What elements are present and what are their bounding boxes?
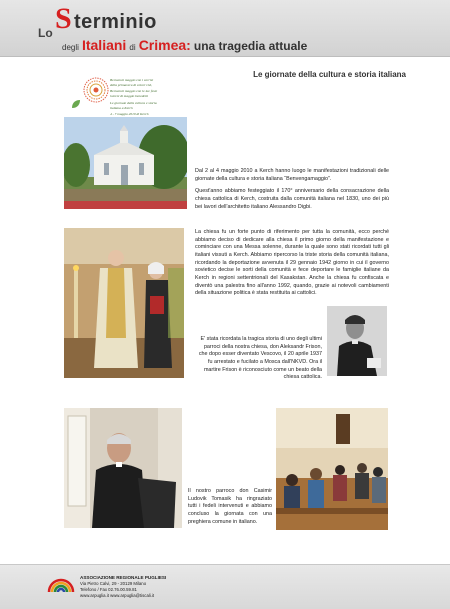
sun-logo-icon xyxy=(82,76,110,104)
footer-address: Via Pietro Calvi, 29 - 20129 Milano xyxy=(80,581,147,587)
paragraph-frison: E' stata ricordata la tragica storia di uno degli ultimi parroci della nostra chiesa, don Aleksandr Frison, che dopo esser diventato Vescovo, il 20 aprile 1937 fu arrestato e fucilato a Mosca dall'NKVD. Ora il martire Frison è riconosciuto come un beato della chiesa cattolica. xyxy=(198,336,322,381)
subtitle: degli Italiani di Crimea: una tragedia attuale xyxy=(62,37,308,53)
text-block-intro xyxy=(195,168,389,216)
photo-church xyxy=(64,117,187,209)
footer-phone: Telefono / Fax 02.76.00.59.81 xyxy=(80,587,137,593)
text-block-frison xyxy=(196,336,322,387)
paragraph-anniversary: Quest'anno abbiamo festeggiato il 170° anniversario della consacrazione della chiesa cattolica di Kerch, costruita dalla comunità italiana nel 1830, uno dei più bei lavori dell'architetto italiano Alessandro Digbi. xyxy=(195,188,389,210)
title-initial: S xyxy=(55,2,72,35)
logo-caption: Benvenuti maggio con i sorrisi della primavera di colori vivi, Benvenuti maggio con le tue feste Giorni di maggio benedetti Le giornate della cultura e storia italiana a Kerch 4 - 7 maggio 2010 di Kerch xyxy=(110,78,158,116)
rainbow-logo-icon xyxy=(47,576,75,594)
paragraph-festival: Dal 2 al 4 maggio 2010 a Kerch hanno luogo le manifestazioni tradizionali delle giornate della cultura e storia italiana “Benvengamaggio”. xyxy=(195,168,389,182)
title-word: terminio xyxy=(74,11,157,33)
section-title: Le giornate della cultura e storia italiana xyxy=(253,70,406,79)
leaf-icon xyxy=(70,98,82,110)
footer-org: ASSOCIAZIONE REGIONALE PUGLIESI xyxy=(80,575,167,580)
photo-mass-ceremony xyxy=(64,228,184,378)
text-block-history xyxy=(195,229,389,303)
photo-frison-portrait xyxy=(327,306,387,376)
event-logo xyxy=(68,76,178,118)
paragraph-closing: Il nostro parroco don Casimir Ludovik Tomasik ha ringraziato tutti i fedeli intervenuti e abbiamo concluso la giornata con una preghiera comune in italiano. xyxy=(188,488,272,525)
title-prefix: Lo xyxy=(38,26,53,40)
paragraph-deportation: La chiesa fu un forte punto di riferimento per tutta la comunità, ecco perché abbiamo deciso di dedicare alla chiesa il primo giorno della manifestazione e cominciare con una Messa solenne, durante la quale sono stati ricordati tutti gli italiani vissuti a Kerch. Abbiamo ripercorso la triste storia della comunità italiana, ricordando la deportazione avvenuta il 29 gennaio 1942 giorno in cui il governo sovietico decise le sorti della comunità e fece deportare le famiglie italiane da Kerch in regioni settentrionali del Kasakstan. Anche la chiesa fu confiscata e diventò una palestra fino all'anno 1992, quando, grazie ai notevoli cambiamenti della situazione politica è stata restituita ai cattolici. xyxy=(195,229,389,297)
footer-contact xyxy=(80,575,166,599)
footer-web[interactable]: www.arpuglia.it www.arpuglia@tiscali.it xyxy=(80,593,155,599)
page-header xyxy=(0,0,450,57)
photo-priest-speaking xyxy=(64,408,182,528)
photo-congregation xyxy=(276,408,388,530)
text-block-closing xyxy=(188,488,272,531)
